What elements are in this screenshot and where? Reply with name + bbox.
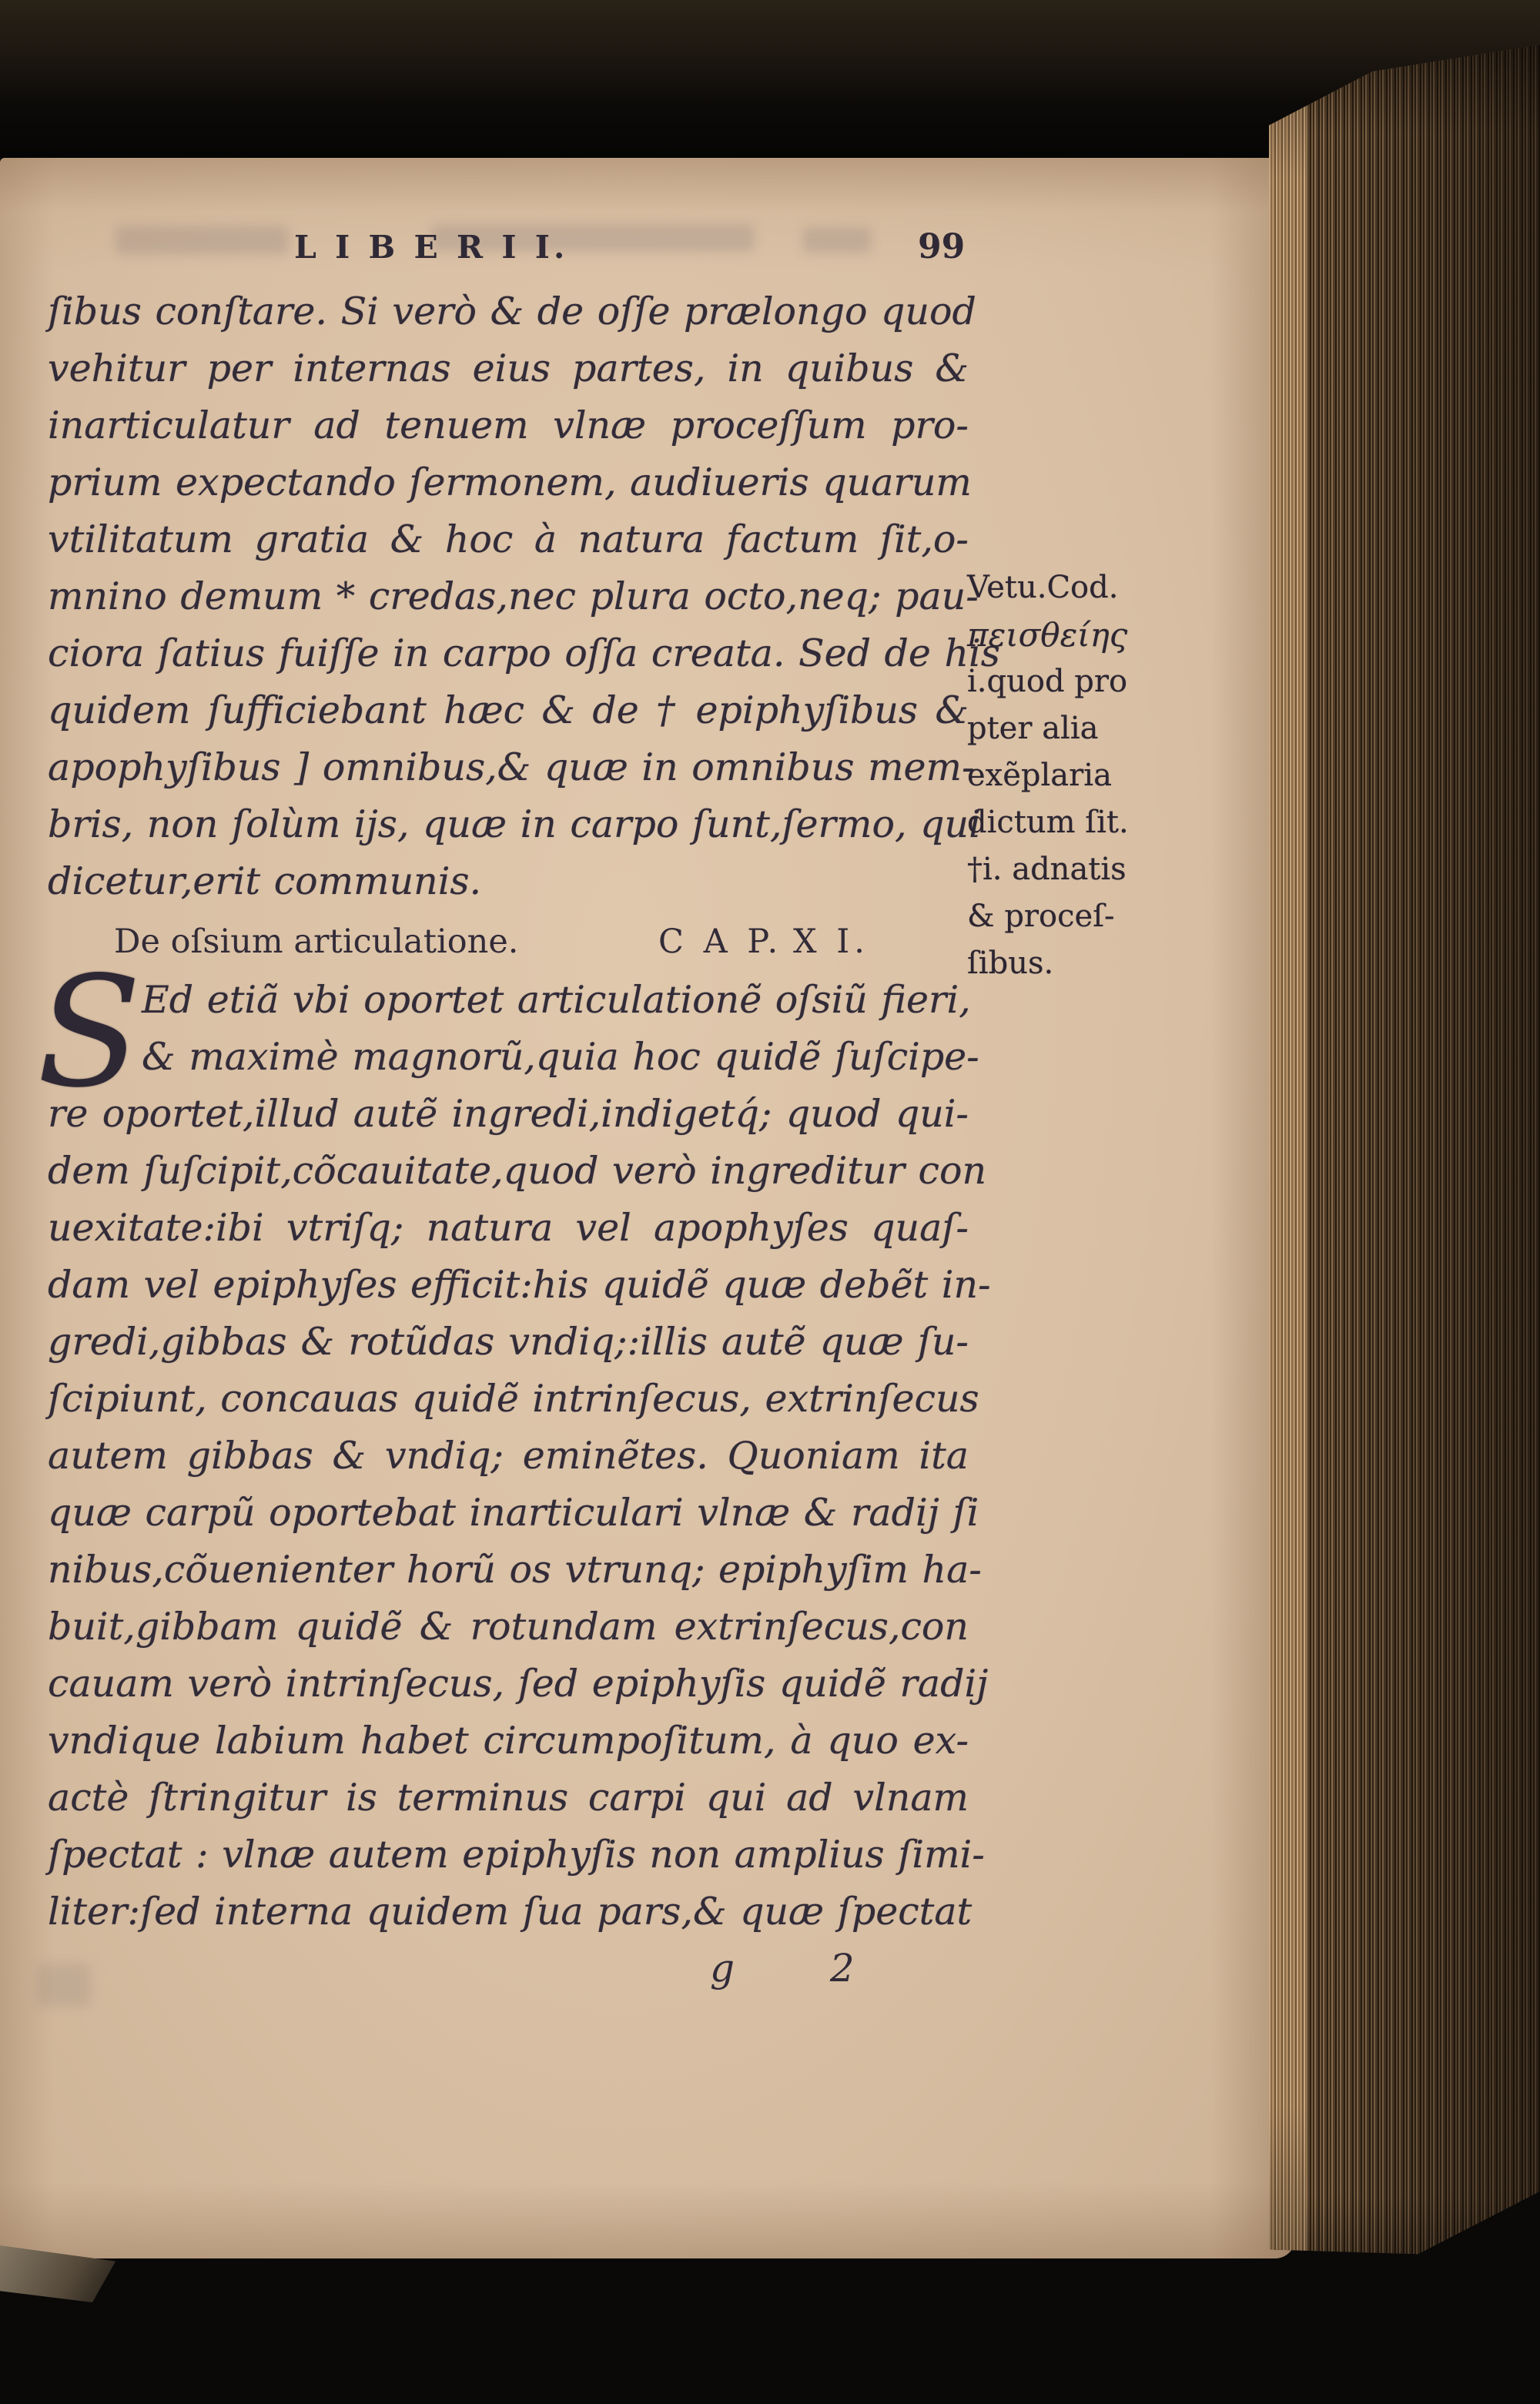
text-line: prium expectando ſermonem, audiueris quarum: [48, 460, 972, 504]
text-line: & maximè magnorũ,quia hoc quidẽ ſuſcipe-: [142, 1035, 979, 1079]
chapter-heading: [48, 910, 969, 972]
show-through-smudge: [37, 1964, 91, 2007]
text-line: dicetur,erit communis.: [48, 859, 482, 903]
page-header: [0, 158, 1295, 281]
text-line: actè ſtringitur is terminus carpi qui ad vlnam: [48, 1776, 969, 1820]
text-line: quidem ſufficiebant hæc & de † epiphyſibus &: [48, 688, 969, 732]
text-column: [37, 283, 1000, 1940]
fore-edge-pages: [1269, 45, 1540, 2285]
running-title: L I B E R I I.: [294, 229, 569, 266]
page-number: 99: [918, 227, 966, 266]
text-line: re oportet,illud autẽ ingredi,indigetq́; quod qui-: [48, 1092, 969, 1136]
text-line: uexitate:ibi vtriſq; natura vel apophyſes quaſ-: [48, 1206, 969, 1250]
paragraph-2: [48, 972, 991, 1940]
text-line: vndique labium habet circumpoſitum, à quo ex-: [48, 1719, 969, 1763]
margin-note-line: i.quod pro: [967, 664, 1128, 699]
paragraph-2-wrap: [37, 943, 991, 1940]
book-page: [0, 158, 1295, 2258]
text-line: buit,gibbam quidẽ & rotundam extrinſecus,con: [48, 1605, 969, 1649]
margin-note-line: †i. adnatis: [967, 852, 1127, 887]
signature-mark: g 2: [710, 1946, 855, 1990]
margin-notes: [967, 564, 1206, 987]
margin-note-line: dictum ſit.: [967, 805, 1129, 840]
text-line: apophyſibus ] omnibus,& quæ in omnibus mem-: [48, 745, 975, 789]
text-line: nibus,cõuenienter horũ os vtrunq; epiphyſim ha-: [48, 1548, 982, 1592]
text-line: ſcipiunt, concauas quidẽ intrinſecus, extrinſecus: [48, 1377, 979, 1421]
text-line: gredi,gibbas & rotũdas vndiq;:illis autẽ quæ ſu-: [48, 1320, 969, 1364]
drop-cap-initial: S: [37, 943, 142, 1121]
text-line: cauam verò intrinſecus, ſed epiphyſis quidẽ radij: [48, 1662, 989, 1706]
margin-note-line: exẽplaria: [967, 758, 1112, 793]
text-line: ſibus conſtare. Si verò & de oſſe prælongo quod: [48, 290, 976, 333]
margin-note-line: πεισθείης: [967, 616, 1128, 654]
margin-note-line: Vetu.Cod.: [967, 570, 1119, 605]
text-line: dem ſuſcipit,cõcauitate,quod verò ingreditur con: [48, 1149, 987, 1193]
text-line: mnino demum * credas,nec plura octo,neq; pau-: [48, 574, 979, 618]
text-line: inarticulatur ad tenuem vlnæ proceſſum pro-: [48, 403, 969, 447]
text-line: quæ carpũ oportebat inarticulari vlnæ & radij ſi: [48, 1491, 979, 1535]
margin-note-line: pter alia: [967, 711, 1099, 746]
paragraph-1: [48, 283, 1000, 910]
text-line: autem gibbas & vndiq; eminẽtes. Quoniam ita: [48, 1434, 969, 1478]
text-line: liter:ſed interna quidem ſua pars,& quæ ſpectat: [48, 1890, 973, 1934]
text-line: vehitur per internas eius partes, in quibus &: [48, 347, 969, 390]
text-line: Ed etiã vbi oportet articulationẽ oſsiũ fieri,: [142, 978, 971, 1022]
chapter-cap-label: C A P.: [658, 922, 783, 961]
chapter-number: X I.: [793, 922, 869, 961]
text-line: bris, non ſolùm ijs, quæ in carpo ſunt,ſermo, qui: [48, 802, 981, 846]
margin-note-line: ſibus.: [967, 946, 1054, 981]
margin-note-line: & proceſ-: [967, 899, 1115, 934]
chapter-title: De oſsium articulatione.: [114, 922, 519, 961]
text-line: vtilitatum gratia & hoc à natura factum ſit,o-: [48, 517, 969, 561]
text-line: dam vel epiphyſes efficit:his quidẽ quæ debẽt in-: [48, 1263, 991, 1307]
text-line: ſpectat : vlnæ autem epiphyſis non amplius ſimi-: [48, 1833, 985, 1877]
text-line: ciora ſatius fuiſſe in carpo oſſa creata. Sed de his: [48, 631, 1000, 675]
